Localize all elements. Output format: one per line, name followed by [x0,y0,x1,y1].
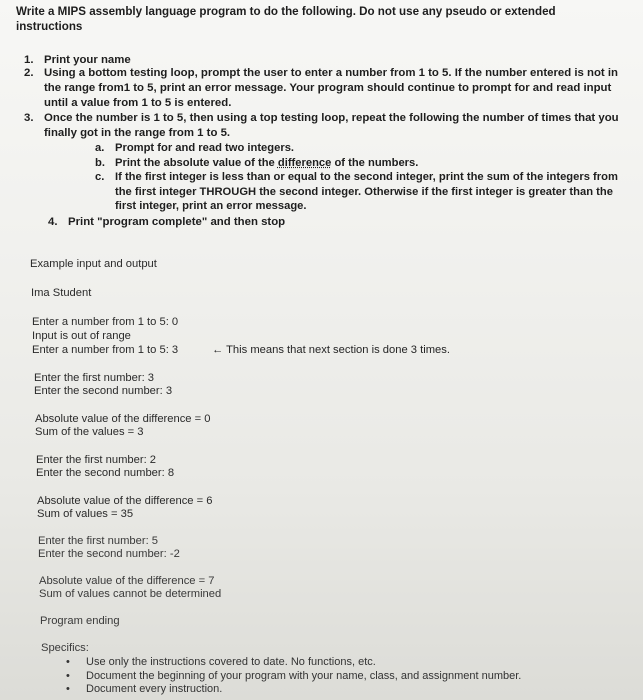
bullet-icon: • [66,656,70,668]
subtask-text: If the first integer is less than or equal to the second integer, print the sum of the integers from the first integer THROUGH the second integer. Otherwise if the first integer is greater than the first integer, print an error message. [115,171,618,212]
output-line: Sum of values = 35 [37,508,134,520]
output-line: Enter the second number: -2 [38,548,180,560]
annotation-note: ← This means that next section is done 3 times. [212,344,450,356]
task-number: 4. [48,216,58,228]
output-line: Absolute value of the difference = 0 [35,413,211,425]
specifics-text: Use only the instructions covered to date. No functions, etc. [86,656,376,668]
specifics-text: Document the beginning of your program with your name, class, and assignment number. [86,670,522,682]
specifics-heading: Specifics: [41,642,89,654]
subtask-letter: c. [95,171,105,183]
output-line: Enter the first number: 5 [38,535,159,547]
student-name: Ima Student [31,287,92,299]
subtask-text [115,156,620,171]
subtask-letter: a. [95,142,105,154]
bullet-icon: • [66,683,70,695]
output-line: Enter the second number: 8 [36,467,175,479]
assignment-title: Write a MIPS assembly language program to do the following. Do not use any pseudo or extended instructions [16,5,556,33]
output-line: Enter the first number: 3 [34,372,155,384]
output-line: Enter a number from 1 to 5: 3 [32,344,179,356]
task-number: 3. [24,112,34,124]
specifics-text: Document every instruction. [86,683,223,695]
output-line: Absolute value of the difference = 7 [39,575,215,587]
subtask-letter: b. [95,157,105,169]
output-line: Sum of values cannot be determined [39,588,222,600]
subtask-text-post: of the numbers. [331,157,419,169]
task-text: Print your name [44,54,131,66]
output-line: Input is out of range [32,330,131,342]
task-number: 2. [24,67,34,79]
subtask-text-pre: Print the absolute value of the [115,157,278,169]
output-line: Program ending [40,615,120,627]
output-line: Enter the first number: 2 [36,454,157,466]
output-line: Absolute value of the difference = 6 [37,495,213,507]
underlined-word: difference [277,157,332,169]
task-text: Using a bottom testing loop, prompt the user to enter a number from 1 to 5. If the number entered is not in the range from1 to 5, print an error message. Your program should continue to prompt for and read input until a value from 1 to 5 is entered. [44,67,618,109]
output-line: Enter the second number: 3 [34,385,173,397]
task-text: Once the number is 1 to 5, then using a top testing loop, repeat the following the number of times that you finally got in the range from 1 to 5. [44,112,619,139]
subtask-text: Prompt for and read two integers. [115,142,295,154]
output-line: Sum of the values = 3 [35,426,144,438]
task-text: Print "program complete" and then stop [68,216,286,228]
task-number: 1. [24,54,34,66]
bullet-icon: • [66,670,70,682]
output-line: Enter a number from 1 to 5: 0 [32,316,179,328]
example-heading: Example input and output [30,258,157,270]
